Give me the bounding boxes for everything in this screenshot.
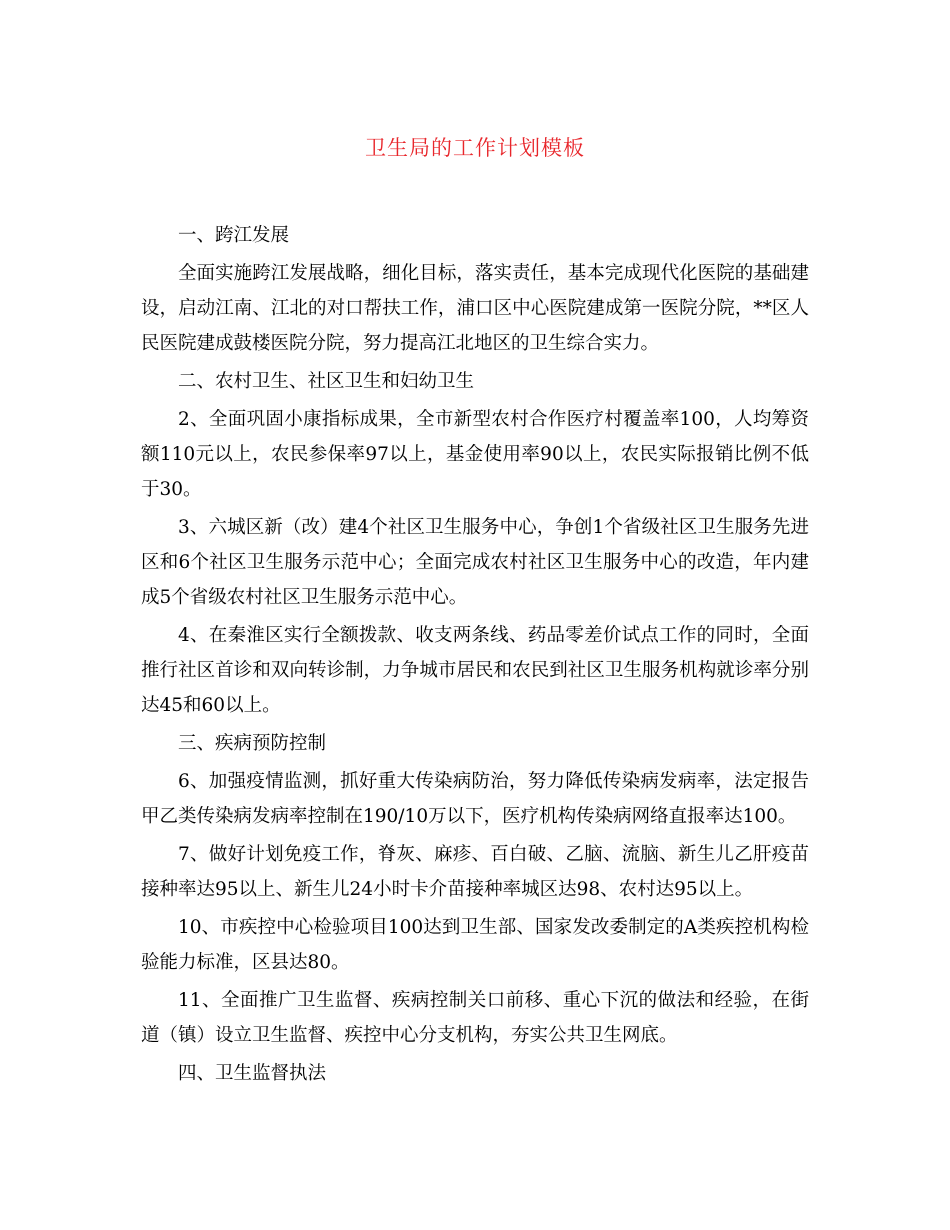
section-heading: 二、农村卫生、社区卫生和妇幼卫生 [178,371,475,392]
paragraph: 7、做好计划免疫工作，脊灰、麻疹、百白破、乙脑、流脑、新生儿乙肝疫苗接种率达95以上、新生儿24小时卡介苗接种率城区达98、农村达95以上。 [141,844,809,900]
paragraph: 10、市疾控中心检验项目100达到卫生部、国家发改委制定的A类疾控机构检验能力标准，区县达80。 [141,917,809,973]
paragraph: 4、在秦淮区实行全额拨款、收支两条线、药品零差价试点工作的同时，全面推行社区首诊和双向转诊制，力争城市居民和农民到社区卫生服务机构就诊率分别达45和60以上。 [141,625,809,716]
section-heading: 四、卫生监督执法 [178,1063,327,1084]
paragraph: 全面实施跨江发展战略，细化目标，落实责任，基本完成现代化医院的基础建设，启动江南、江北的对口帮扶工作，浦口区中心医院建成第一医院分院，**区人民医院建成鼓楼医院分院，努力提高江北地区的卫生综合实力。 [141,263,809,354]
section-heading: 一、跨江发展 [178,225,290,246]
document-title: 卫生局的工作计划模板 [365,136,585,160]
paragraph: 2、全面巩固小康指标成果，全市新型农村合作医疗村覆盖率100，人均筹资额110元以上，农民参保率97以上，基金使用率90以上，农民实际报销比例不低于30。 [141,409,809,500]
section-heading: 三、疾病预防控制 [178,733,327,754]
paragraph: 3、六城区新（改）建4个社区卫生服务中心，争创1个省级社区卫生服务先进区和6个社区卫生服务示范中心；全面完成农村社区卫生服务中心的改造，年内建成5个省级农村社区卫生服务示范中心。 [141,517,809,608]
document-body [141,218,809,1094]
paragraph: 11、全面推广卫生监督、疾病控制关口前移、重心下沉的做法和经验，在街道（镇）设立卫生监督、疾控中心分支机构，夯实公共卫生网底。 [141,990,809,1046]
paragraph: 6、加强疫情监测，抓好重大传染病防治，努力降低传染病发病率，法定报告甲乙类传染病发病率控制在190/10万以下，医疗机构传染病网络直报率达100。 [141,771,809,827]
